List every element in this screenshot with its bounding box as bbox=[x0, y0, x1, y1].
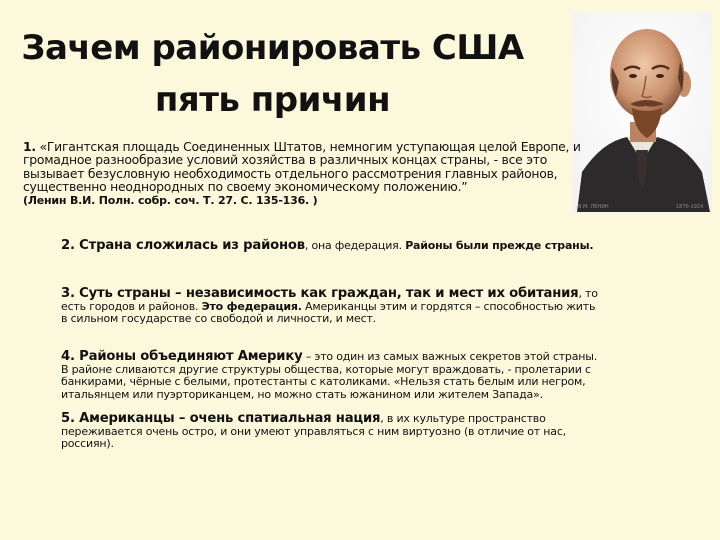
slide-title bbox=[0, 22, 545, 126]
reason-2-text: , она федерация. bbox=[304, 239, 406, 252]
reason-3-bold: Это федерация. bbox=[201, 299, 302, 313]
reason-2-heading: 2. Страна сложилась из районов bbox=[61, 238, 305, 253]
reason-4-text: – это один из самых важных секретов этой страны. В районе сливаются другие структуры общества, которые могут враждовать, - пролетарии с банкирами, чёрные с белыми, протестанты с католиками. «Нельзя стать белым или негром, итальянцем или пуэрториканцем, но можно стать южанином или жителем Запада». bbox=[61, 350, 598, 401]
reason-3-text-2: Американцы этим и гордятся – способностью жить в сильном государстве со свободой и личности, и мест. bbox=[61, 299, 596, 326]
reason-2 bbox=[61, 240, 601, 253]
reason-1-quote bbox=[23, 140, 603, 207]
reason-5-text: , в их культуре пространство переживается очень остро, и они умеют управляться с ним виртуозно (в отличие от нас, россиян). bbox=[61, 412, 566, 451]
reason-1-number: 1. bbox=[23, 139, 36, 154]
reason-2-bold: Районы были прежде страны. bbox=[405, 239, 594, 252]
reason-3 bbox=[61, 288, 601, 326]
title-line-1: Зачем районировать США bbox=[21, 28, 524, 68]
reason-5 bbox=[61, 413, 601, 451]
reason-3-text: , то есть городов и районов. bbox=[61, 287, 598, 313]
reason-1-text: «Гигантская площадь Соединенных Штатов, немногим уступающая целой Европе, и громадное разнообразие условий хозяйства в различных концах страны, - все это вызывает безусловную необходимость отдельного рассмотрения главных районов, существенно неоднородных по своему экономическому положению.” bbox=[23, 139, 581, 194]
reason-5-heading: 5. Американцы – очень спатиальная нация bbox=[61, 411, 381, 426]
portrait-caption-left: B.M. ЛЕНИН bbox=[578, 204, 609, 210]
reason-3-heading: 3. Суть страны – независимость как граждан, так и мест их обитания bbox=[61, 286, 579, 301]
reason-4 bbox=[61, 351, 601, 401]
title-line-2: пять причин bbox=[154, 80, 391, 120]
reason-1-citation: (Ленин В.И. Полн. собр. соч. Т. 27. С. 135-136. ) bbox=[23, 194, 318, 208]
portrait-caption-right: 1870-1924 bbox=[676, 204, 704, 210]
reason-4-heading: 4. Районы объединяют Америку bbox=[61, 349, 303, 364]
